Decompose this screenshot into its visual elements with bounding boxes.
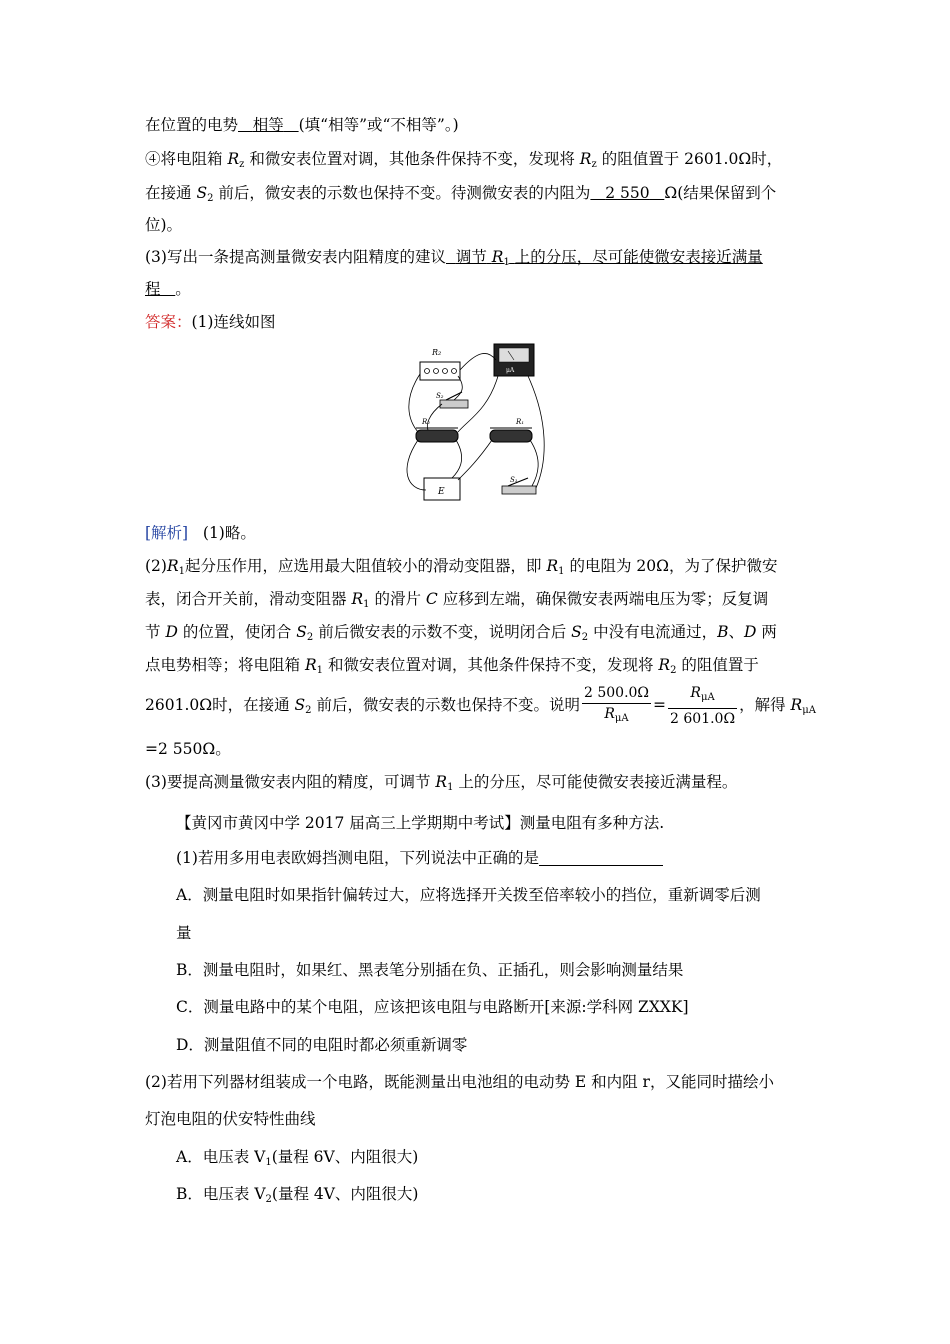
switch-s2 — [440, 400, 468, 408]
rheostat-right — [490, 430, 532, 442]
answer-label: 答案： — [145, 313, 192, 331]
label-ua: μA — [506, 367, 515, 374]
text-line: =2 550Ω。 — [145, 740, 231, 758]
text-line-fraction: 2601.0Ω时，在接通 $S_2$ 前后，微安表的示数也保持不变。说明 $\frac{2 500.0\Omega}{R_{\mu A}}$ = $\frac{R_{\mu A}}{2 601.0\Omega}$ ，解得 $R_{\mu A}$ — [145, 685, 816, 727]
fraction-right: $\frac{R_{\mu A}}{2 601.0\Omega}$ — [670, 685, 736, 727]
equipment-b: B．电压表 $V_2$(量程 4V、内阻很大) — [176, 1185, 419, 1205]
option-a: A．测量电阻时如果指针偏转过大，应将选择开关拨至倍率较小的挡位，重新调零后测 — [176, 886, 761, 904]
label-s2: S₂ — [436, 392, 444, 400]
rheostat-left — [416, 430, 458, 442]
equipment-a: A．电压表 $V_1$(量程 6V、内阻很大) — [176, 1148, 419, 1168]
option-a-cont: 量 — [176, 924, 192, 942]
text-line: 程 。 — [145, 280, 191, 298]
text-line: 在接通 $S_2$ 前后，微安表的示数也保持不变。待测微安表的内阻为 2 550 Ω(结果保留到个 — [145, 184, 777, 204]
text-line: 在位置的电势 相等 (填“相等”或“不相等”。) — [145, 116, 459, 134]
answer-line: 答案：(1)连线如图 — [145, 313, 276, 331]
label-rheostat-left: R₂ — [422, 418, 431, 426]
text-line: 点电势相等；将电阻箱 $R_1$ 和微安表位置对调，其他条件保持不变，发现将 $R_2$ 的阻值置于 — [145, 656, 759, 676]
answer-blank: 相等 — [252, 116, 284, 134]
text-line: $(2)R_1$起分压作用，应选用最大阻值较小的滑动变阻器，即 $R_1$ 的电阻为 20Ω，为了保护微安 — [145, 557, 778, 577]
fraction-left: $\frac{2 500.0\Omega}{R_{\mu A}}$ — [583, 685, 650, 724]
switch-s1 — [502, 486, 536, 494]
text-line: (3)写出一条提高测量微安表内阻精度的建议 调节 $R_1$ 上的分压，尽可能使微安表接近满量 — [145, 248, 763, 268]
question-title: 【黄冈市黄冈中学 2017 届高三上学期期中考试】测量电阻有多种方法. — [176, 814, 665, 832]
text-line: 表，闭合开关前，滑动变阻器 $R_1$ 的滑片 C 应移到左端，确保微安表两端电压为零；反复调 — [145, 590, 769, 610]
resistance-box-r2 — [420, 362, 460, 380]
answer-blank — [539, 849, 663, 866]
label-r2: R₂ — [432, 348, 442, 357]
text-line: (3)要提高测量微安表内阻的精度，可调节 $R_1$ 上的分压，尽可能使微安表接近满量程。 — [145, 773, 738, 793]
option-c: C．测量电路中的某个电阻，应该把该电阻与电路断开[来源:学科网 ZXXK] — [176, 998, 689, 1016]
text-line: ④将电阻箱 $R_z$ 和微安表位置对调，其他条件保持不变，发现将 $R_z$ 的阻值置于 2601.0Ω时， — [145, 150, 783, 170]
label-s1: S₁ — [510, 476, 518, 484]
text-line: 位)。 — [145, 216, 183, 234]
question-2: (2)若用下列器材组装成一个电路，既能测量出电池组的电动势 E 和内阻 r，又能同时描绘小 — [145, 1073, 774, 1091]
text-line: 节 D 的位置，使闭合 $S_2$ 前后微安表的示数不变，说明闭合后 $S_2$ 中没有电流通过，B、D 两 — [145, 623, 777, 643]
question-2-cont: 灯泡电阻的伏安特性曲线 — [145, 1110, 316, 1128]
analysis-line: [解析] (1)略。 — [145, 524, 256, 542]
option-d: D．测量阻值不同的电阻时都必须重新调零 — [176, 1036, 468, 1054]
answer-blank: 2 550 — [605, 184, 650, 202]
label-r1: R₁ — [516, 418, 525, 426]
option-b: B．测量电阻时，如果红、黑表笔分别插在负、正插孔，则会影响测量结果 — [176, 961, 684, 979]
analysis-label: [解析] — [145, 524, 189, 542]
circuit-figure — [398, 340, 558, 510]
question-1: (1)若用多用电表欧姆挡测电阻，下列说法中正确的是 — [176, 847, 663, 869]
label-e: E — [438, 487, 445, 497]
answer-blank: 调节 $R_1$ 上的分压，尽可能使微安表接近满量 — [455, 248, 763, 268]
